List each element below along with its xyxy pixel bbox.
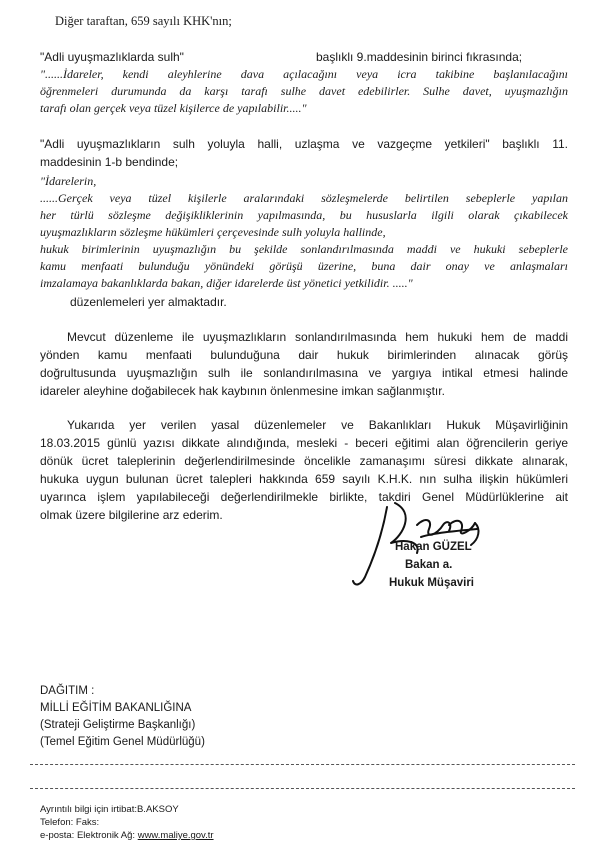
article11-quote-line: ......Gerçek veya tüzel kişilerle aralarındaki sözleşmelerde belirtilen sebeplerle yapılan	[40, 191, 568, 205]
article11-quote-line: "İdarelerin,	[40, 174, 97, 188]
website-link[interactable]: www.maliye.gov.tr	[137, 830, 214, 841]
signatory-title: Bakan a.	[405, 559, 453, 571]
email-label: e-posta: Elektronik Ağ:	[40, 830, 136, 841]
distribution-recipient: MİLLİ EĞİTİM BAKANLIĞINA	[40, 702, 192, 714]
phone-line: Telefon: Faks:	[40, 817, 100, 828]
signatory-office: Hukuk Müşaviri	[389, 577, 474, 589]
paragraph2-line: idareler aleyhine doğabilecek hak kaybının önlenmesine imkan sağlanmıştır.	[40, 384, 445, 398]
article11-heading: "Adli uyuşmazlıkların sulh yoluyla halli, uzlaşma ve vazgeçme yetkileri" başlıklı 11.	[40, 137, 568, 151]
article9-quote-line: "......İdareler, kendi aleyhlerine dava açılacağını veya icra takibine başlanılacağını	[40, 67, 568, 81]
email-line	[40, 830, 214, 842]
paragraph3-line: olmak üzere bilgilerine arz ederim.	[40, 508, 223, 522]
paragraph3-line: uyarınca işlem yapılabileceği değerlendirilmekle birlikte, takdiri Genel Müdürlüklerine ait	[40, 490, 568, 504]
footer-divider	[30, 764, 575, 765]
article11-closing: düzenlemeleri yer almaktadır.	[70, 295, 227, 309]
distribution-unit: (Strateji Geliştirme Başkanlığı)	[40, 719, 196, 731]
article11-quote-line: uyuşmazlıkların sözleşme hükümleri çerçevesinde sulh yoluyla hallinde,	[40, 225, 386, 239]
article9-quote-line: tarafı olan gerçek veya tüzel kişilerce de yapılabilir....."	[40, 101, 307, 115]
article11-quote-line: imzalamaya bakanlıklarda bakan, diğer idarelerde üst yönetici yetkilidir. ....."	[40, 276, 413, 290]
distribution-unit: (Temel Eğitim Genel Müdürlüğü)	[40, 736, 205, 748]
contact-line: Ayrıntılı bilgi için irtibat:B.AKSOY	[40, 804, 179, 815]
article11-quote-line: her türlü sözleşme değişikliklerinin yapılmasında, bu hususlarla ilgili olarak çıkabilecek	[40, 208, 568, 222]
paragraph2-line: yönden kamu menfaati bulunduğuna dair hukuk birimlerinden alınacak görüş	[40, 348, 568, 362]
paragraph3-line: hukuka uygun bulunan ücret talepleri hakkında 659 sayılı K.H.K. nın sulha ilişkin hükümleri	[40, 472, 568, 486]
paragraph3-line: 18.03.2015 günlü yazısı dikkate alındığında, mesleki - beceri eğitimi alan öğrencilerin geriye	[40, 436, 568, 450]
paragraph3-line: Yukarıda yer verilen yasal düzenlemeler ve Bakanlıkları Hukuk Müşavirliğinin	[67, 418, 568, 432]
article11-quote-line: hukuk birimlerinin uyuşmazlığın bu şekilde sonlandırılmasında maddi ve hukuki sebeplerle	[40, 242, 568, 256]
article9-quote-line: öğrenmeleri durumunda da karşı tarafı sulhe davet edebilirler. Sulhe davet, uyuşmazlığın	[40, 84, 568, 98]
intro-line: Diğer taraftan, 659 sayılı KHK'nın;	[55, 14, 232, 28]
signatory-name: Hakan GÜZEL	[395, 541, 472, 553]
article11-quote-line: kamu menfaati bulunduğu yönündeki görüşü üzerine, buna dair onay ve anlaşmaları	[40, 259, 568, 273]
article11-subheading: maddesinin 1-b bendinde;	[40, 155, 179, 169]
distribution-heading: DAĞITIM :	[40, 685, 95, 697]
footer-divider	[30, 788, 575, 789]
article9-heading: başlıklı 9.maddesinin birinci fıkrasında;	[316, 50, 523, 64]
paragraph2-line: doğrultusunda uyuşmazlığın sulh ile sonlandırılmasına ve yargıya intikal etmesi halinde	[40, 366, 568, 380]
article9-title: "Adli uyuşmazlıklarda sulh"	[40, 50, 184, 64]
paragraph3-line: dönük ücret taleplerinin değerlendirilmesinde öncelikle zamanaşımı süresi dikkate alınarak,	[40, 454, 568, 468]
paragraph2-line: Mevcut düzenleme ile uyuşmazlıkların sonlandırılmasında hem hukuki hem de maddi	[67, 330, 568, 344]
